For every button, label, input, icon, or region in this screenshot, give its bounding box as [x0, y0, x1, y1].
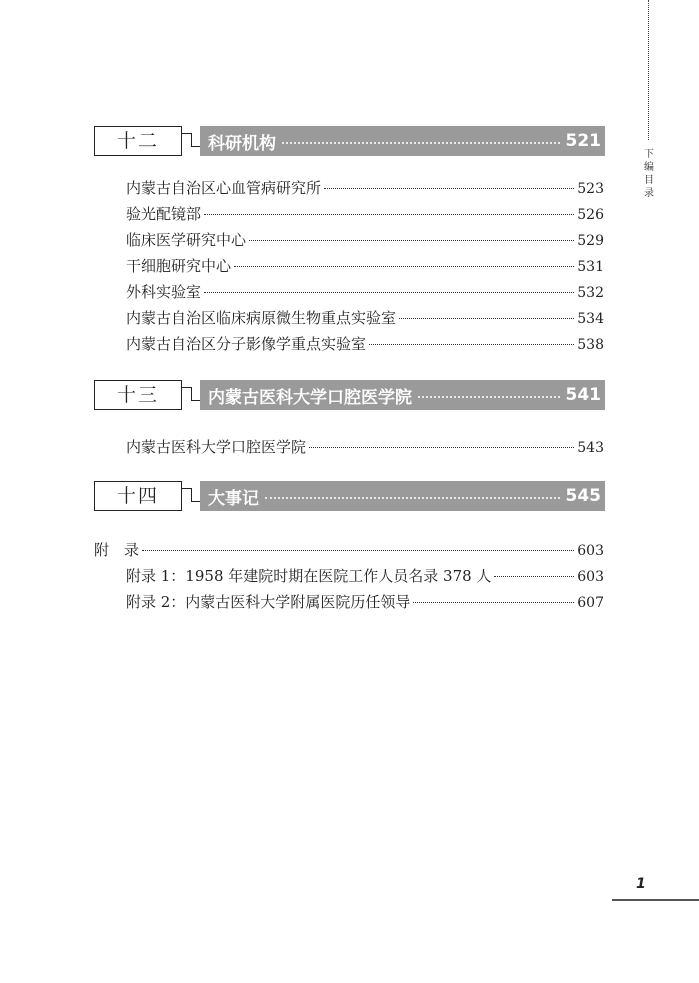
side-dotted-rule [648, 0, 649, 140]
dot-leader [418, 396, 560, 398]
section-13-header[interactable] [94, 380, 606, 412]
dot-leader [249, 240, 574, 241]
dot-leader [413, 602, 574, 603]
dot-leader [494, 576, 574, 577]
entry-title: 临床医学研究中心 [126, 231, 247, 249]
entry-page: 603 [577, 569, 604, 585]
connector [182, 387, 192, 401]
dot-leader [204, 214, 574, 215]
toc-entry[interactable] [126, 281, 604, 303]
appendix-title: 附 录 [94, 541, 140, 559]
entry-title: 附录 1：1958 年建院时期在医院工作人员名录 378 人 [126, 567, 492, 585]
section-page: 541 [565, 385, 601, 405]
side-section-label: 下编目录 [644, 149, 654, 199]
entry-page: 531 [577, 259, 604, 275]
entry-page: 526 [577, 207, 604, 223]
section-title: 内蒙古医科大学口腔医学院 [208, 387, 412, 408]
section-14-header[interactable] [94, 481, 606, 513]
connector [192, 146, 200, 147]
entry-title: 附录 2：内蒙古医科大学附属医院历任领导 [126, 593, 411, 611]
connector [192, 501, 200, 502]
entry-page: 538 [577, 337, 604, 353]
entry-title: 验光配镜部 [126, 205, 202, 223]
dot-leader [265, 497, 560, 499]
section-title-bar [200, 380, 605, 410]
connector [192, 400, 200, 401]
entry-title: 外科实验室 [126, 283, 202, 301]
toc-entry[interactable] [126, 333, 604, 355]
section-number-box: 十二 [94, 126, 182, 156]
page-number: 1 [636, 876, 646, 892]
appendix-page: 603 [577, 543, 604, 559]
dot-leader [234, 266, 574, 267]
entry-title: 干细胞研究中心 [126, 257, 232, 275]
toc-entry[interactable] [126, 307, 604, 329]
section-title: 大事记 [208, 488, 259, 509]
entry-title: 内蒙古自治区临床病原微生物重点实验室 [126, 309, 397, 327]
entry-page: 532 [577, 285, 604, 301]
entry-title: 内蒙古医科大学口腔医学院 [126, 438, 307, 456]
connector [182, 133, 192, 147]
section-page: 521 [565, 131, 601, 151]
section-title-bar [200, 481, 605, 511]
entry-page: 607 [577, 595, 604, 611]
dot-leader [399, 318, 574, 319]
section-page: 545 [565, 486, 601, 506]
entry-page: 534 [577, 311, 604, 327]
entry-title: 内蒙古自治区心血管病研究所 [126, 179, 322, 197]
toc-entry[interactable] [126, 203, 604, 225]
entry-page: 529 [577, 233, 604, 249]
entry-page: 543 [577, 440, 604, 456]
dot-leader [142, 550, 574, 551]
connector [182, 488, 192, 502]
dot-leader [324, 188, 574, 189]
toc-entry[interactable] [126, 591, 604, 613]
section-12-header[interactable] [94, 126, 606, 158]
toc-entry[interactable] [126, 565, 604, 587]
section-title: 科研机构 [208, 133, 276, 154]
entry-title: 内蒙古自治区分子影像学重点实验室 [126, 335, 367, 353]
dot-leader [282, 142, 560, 144]
toc-entry[interactable] [126, 229, 604, 251]
dot-leader [309, 447, 574, 448]
toc-entry[interactable] [126, 255, 604, 277]
footer-rule [612, 899, 699, 901]
entry-page: 523 [577, 181, 604, 197]
section-title-bar [200, 126, 605, 156]
section-number-box: 十四 [94, 481, 182, 511]
section-number-box: 十三 [94, 380, 182, 410]
toc-entry[interactable] [126, 436, 604, 458]
appendix-entry[interactable] [94, 539, 604, 561]
toc-entry[interactable] [126, 177, 604, 199]
dot-leader [369, 344, 574, 345]
dot-leader [204, 292, 574, 293]
